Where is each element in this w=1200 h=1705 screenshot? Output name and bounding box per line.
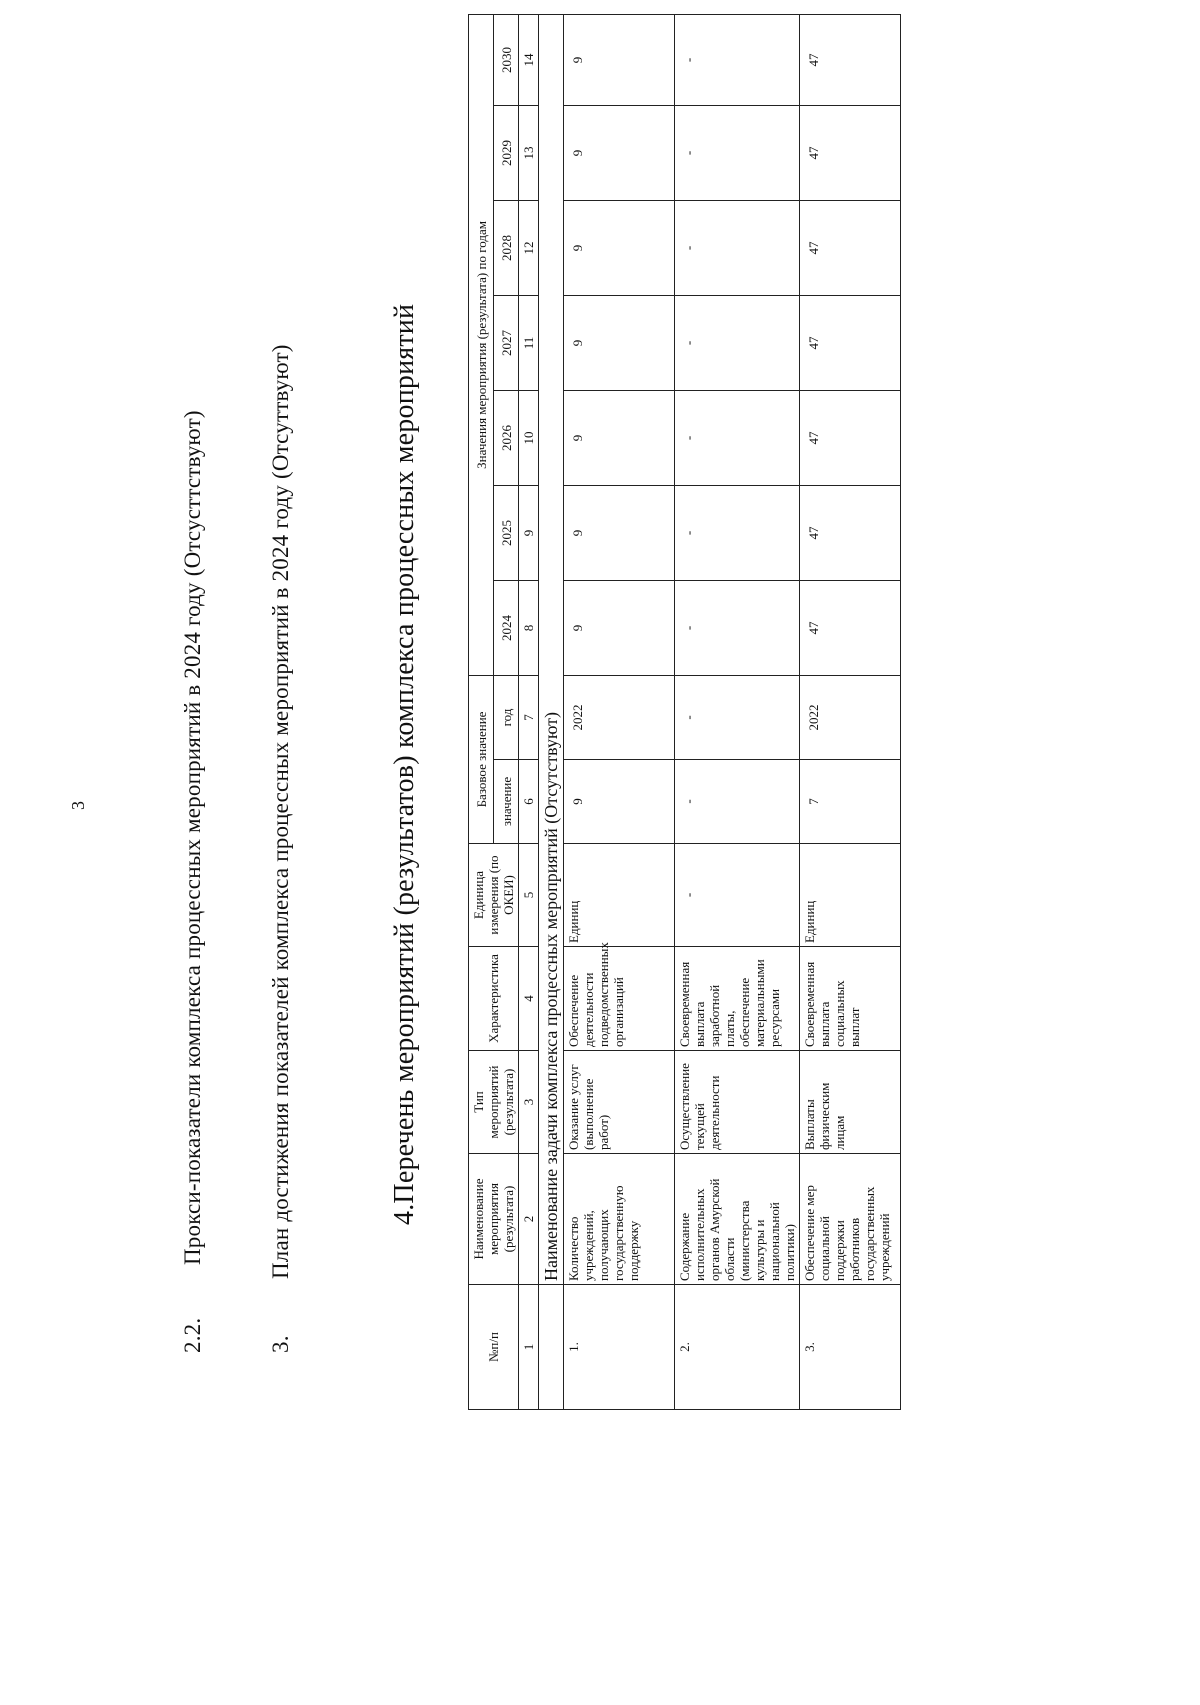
heading-3-text: План достижения показателей комплекса процессных мероприятий в 2024 году (Отсуттвуют) [268, 344, 293, 1279]
header-name: Наименование мероприятия (результата) [469, 1154, 519, 1285]
row-base-year: 2022 [800, 675, 901, 759]
heading-3 [268, 344, 294, 1353]
header-year: 2025 [494, 485, 519, 580]
column-index: 11 [519, 295, 539, 390]
header-values-by-year: Значения мероприятия (результата) по годам [469, 14, 494, 675]
row-value: - [675, 200, 800, 295]
row-characteristic: Обеспечение деятельности подведомственных организаций [564, 947, 675, 1051]
row-unit: - [675, 844, 800, 947]
row-num: 2. [675, 1285, 800, 1410]
header-year: 2029 [494, 105, 519, 200]
column-index: 13 [519, 105, 539, 200]
column-index: 1 [519, 1285, 539, 1410]
row-value: - [675, 295, 800, 390]
row-num: 1. [564, 1285, 675, 1410]
row-value: 47 [800, 295, 901, 390]
row-base-year: - [675, 675, 800, 759]
row-name: Обеспечение мер социальной поддержки работников государственных учреждений [800, 1154, 901, 1285]
row-base-year: 2022 [564, 675, 675, 759]
header-num: №п/п [469, 1285, 519, 1410]
heading-2-2-number: 2.2. [180, 1317, 205, 1353]
row-value: - [675, 105, 800, 200]
column-index: 5 [519, 844, 539, 947]
header-base-value: значение [494, 760, 519, 844]
header-unit: Единица измерения (по ОКЕИ) [469, 844, 519, 947]
row-value: 47 [800, 14, 901, 105]
row-value: 9 [564, 295, 675, 390]
row-value: 47 [800, 485, 901, 580]
heading-3-number: 3. [268, 1335, 293, 1353]
row-value: - [675, 390, 800, 485]
column-index-row [519, 14, 539, 1409]
row-base-value: - [675, 760, 800, 844]
header-year: 2028 [494, 200, 519, 295]
row-name: Количество учреждений, получающих государственную поддержку [564, 1154, 675, 1285]
row-value: 47 [800, 105, 901, 200]
header-year: 2026 [494, 390, 519, 485]
row-characteristic: Своевременная выплата заработной платы, обеспечение материальными ресурсами [675, 947, 800, 1051]
row-characteristic: Своевременная выплата социальных выплат [800, 947, 901, 1051]
row-name: Содержание исполнительных органов Амурской области (министерства культуры и национальной политики) [675, 1154, 800, 1285]
page-number: 3 [68, 801, 88, 810]
row-value: 9 [564, 14, 675, 105]
row-value: - [675, 580, 800, 675]
row-type: Выплаты физическим лицам [800, 1051, 901, 1154]
header-type: Тип мероприятий (результата) [469, 1051, 519, 1154]
table-header-row [469, 14, 494, 1409]
row-unit: Единиц [800, 844, 901, 947]
column-index: 9 [519, 485, 539, 580]
column-index: 3 [519, 1051, 539, 1154]
row-value: 9 [564, 485, 675, 580]
row-type: Оказание услуг (выполнение работ) [564, 1051, 675, 1154]
header-base: Базовое значение [469, 675, 494, 843]
header-year: 2030 [494, 14, 519, 105]
measures-table [468, 14, 901, 1410]
row-base-value: 9 [564, 760, 675, 844]
table-row [564, 14, 675, 1409]
heading-2-2-text: Прокси-показатели комплекса процессных мероприятий в 2024 году (Отсусттствуют) [180, 410, 205, 1265]
row-base-value: 7 [800, 760, 901, 844]
section-row [539, 14, 564, 1409]
table-row [800, 14, 901, 1409]
row-num: 3. [800, 1285, 901, 1410]
row-type: Осуществление текущей деятельности [675, 1051, 800, 1154]
section-empty-cell [539, 1285, 564, 1410]
row-value: 9 [564, 105, 675, 200]
header-year: 2027 [494, 295, 519, 390]
row-value: 9 [564, 580, 675, 675]
heading-4: 4.Перечень мероприятий (результатов) комплекса процессных мероприятий [389, 303, 420, 1225]
row-value: 9 [564, 390, 675, 485]
heading-2-2 [180, 410, 206, 1353]
column-index: 12 [519, 200, 539, 295]
column-index: 8 [519, 580, 539, 675]
header-year: 2024 [494, 580, 519, 675]
section-title-cell [539, 14, 564, 1284]
column-index: 10 [519, 390, 539, 485]
header-base-year: год [494, 675, 519, 759]
row-value: 47 [800, 200, 901, 295]
row-value: - [675, 14, 800, 105]
column-index: 6 [519, 760, 539, 844]
row-value: - [675, 485, 800, 580]
column-index: 4 [519, 947, 539, 1051]
row-value: 47 [800, 580, 901, 675]
row-value: 9 [564, 200, 675, 295]
row-value: 47 [800, 390, 901, 485]
header-characteristic: Характеристика [469, 947, 519, 1051]
column-index: 2 [519, 1154, 539, 1285]
column-index: 7 [519, 675, 539, 759]
column-index: 14 [519, 14, 539, 105]
row-unit: Единиц [564, 844, 675, 947]
section-title: Наименование задачи комплекса процессных мероприятий (Отсутствуют) [541, 711, 561, 1281]
table-row [675, 14, 800, 1409]
